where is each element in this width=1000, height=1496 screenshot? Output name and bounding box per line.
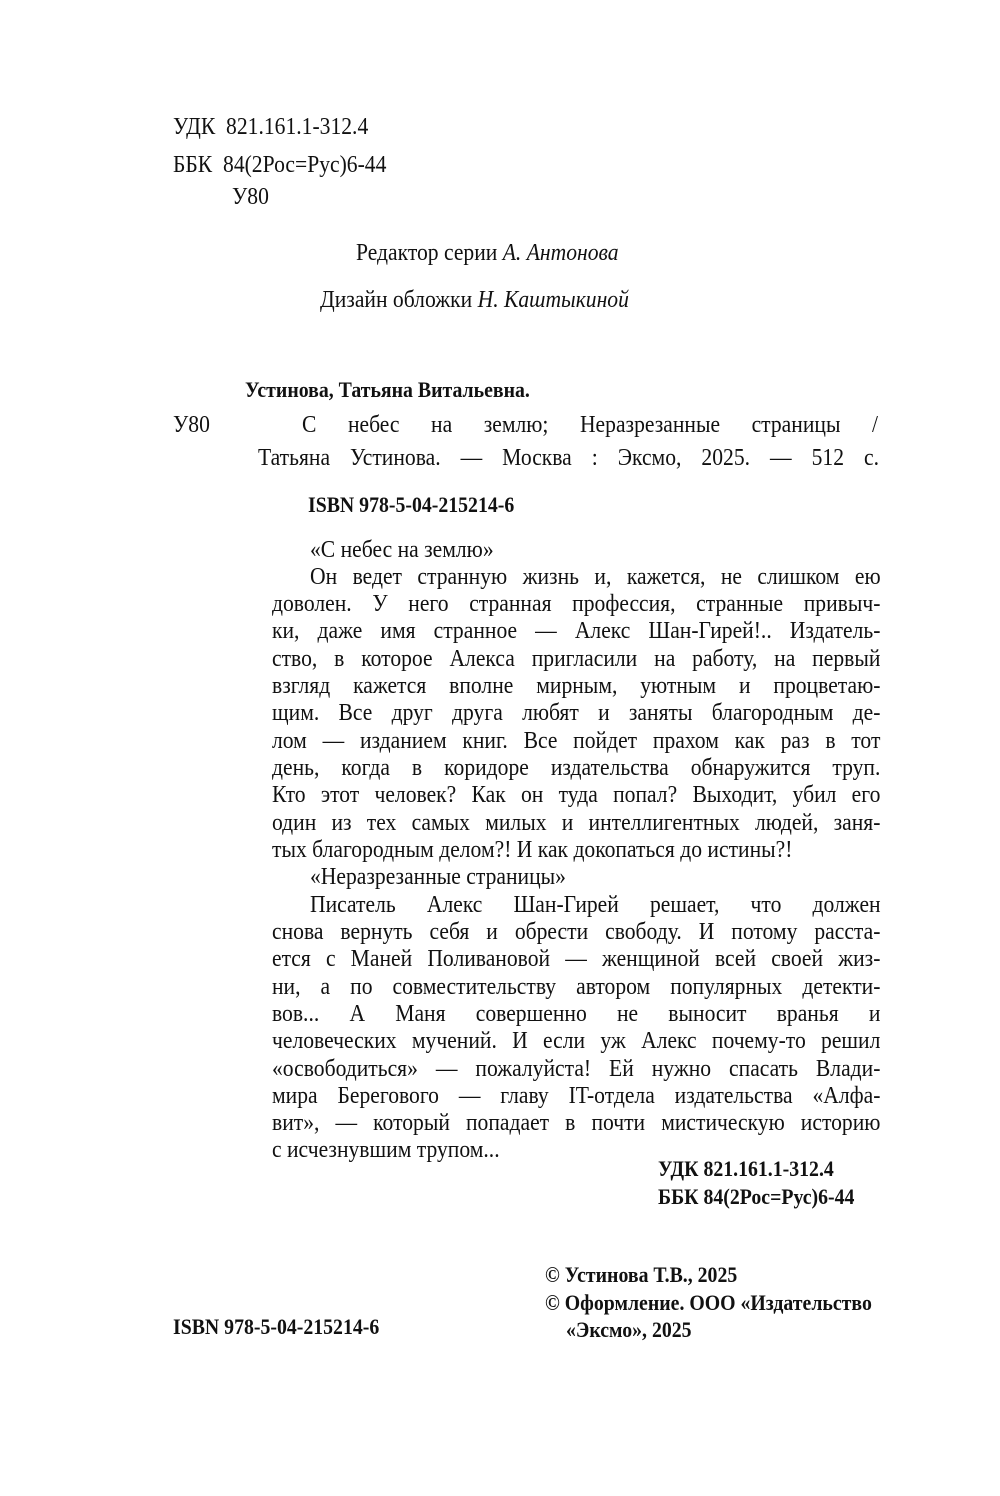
annotation-line: лом — изданием книг. Все пойдет прахом как раз в тот bbox=[272, 728, 881, 754]
copyright-design: © Оформление. ООО «Издательство bbox=[545, 1290, 872, 1315]
record-title-line-1: С небес на землю; Неразрезанные страницы / bbox=[302, 412, 878, 438]
annotation-line: с исчезнувшим трупом... bbox=[272, 1137, 500, 1163]
annotation-line: ни, а по совместительству автором популярных детекти- bbox=[272, 974, 881, 1000]
footer-isbn: ISBN 978-5-04-215214-6 bbox=[173, 1314, 380, 1339]
annotation-line: ется с Маней Поливановой — женщиной всей своей жиз- bbox=[272, 946, 881, 972]
annotation-line: «С небес на землю» bbox=[310, 537, 494, 563]
annotation-line: снова вернуть себя и обрести свободу. И потому расста- bbox=[272, 919, 881, 945]
annotation-line: ки, даже имя странное — Алекс Шан-Гирей!.. Издатель- bbox=[272, 618, 881, 644]
annotation-line: «освободиться» — пожалуйста! Ей нужно спасать Влади- bbox=[272, 1056, 881, 1082]
udk-code: УДК 821.161.1-312.4 bbox=[173, 114, 369, 140]
cover-designer bbox=[320, 288, 629, 312]
copyright-author: © Устинова Т.В., 2025 bbox=[545, 1262, 738, 1287]
annotation-line: Он ведет странную жизнь и, кажется, не слишком ею bbox=[310, 564, 881, 590]
record-isbn: ISBN 978-5-04-215214-6 bbox=[308, 492, 515, 517]
bbk-code: ББК 84(2Рос=Рус)6-44 bbox=[173, 152, 387, 178]
author-mark: У80 bbox=[232, 184, 269, 210]
annotation-line: Кто этот человек? Как он туда попал? Выходит, убил его bbox=[272, 782, 881, 808]
cover-designer-name: Н. Каштыкиной bbox=[477, 287, 629, 313]
cover-designer-label: Дизайн обложки bbox=[320, 287, 478, 313]
classification-udk: УДК 821.161.1-312.4 bbox=[658, 1156, 834, 1181]
annotation-line: «Неразрезанные страницы» bbox=[310, 864, 566, 890]
annotation-line: щим. Все друг друга любят и заняты благородным де- bbox=[272, 700, 881, 726]
annotation-line: вов... А Маня совершенно не выносит вранья и bbox=[272, 1001, 881, 1027]
annotation-line: доволен. У него странная профессия, странные привыч- bbox=[272, 591, 881, 617]
annotation-line: день, когда в коридоре издательства обнаружится труп. bbox=[272, 755, 881, 781]
annotation-line: мира Берегового — главу IT-отдела издательства «Алфа- bbox=[272, 1083, 881, 1109]
annotation-line: взгляд кажется вполне мирным, уютным и процветаю- bbox=[272, 673, 881, 699]
series-editor bbox=[356, 241, 619, 265]
annotation-line: тых благородным делом?! И как докопаться до истины?! bbox=[272, 837, 793, 863]
annotation-line: ство, в которое Алекса пригласили на работу, на первый bbox=[272, 646, 881, 672]
annotation-line: вит», — который попадает в почти мистическую историю bbox=[272, 1110, 881, 1136]
record-title-line-2: Татьяна Устинова. — Москва : Эксмо, 2025. — 512 с. bbox=[258, 445, 879, 471]
annotation-line: человеческих мучений. И если уж Алекс почему-то решил bbox=[272, 1028, 881, 1054]
annotation-line: один из тех самых милых и интеллигентных людей, заня- bbox=[272, 810, 881, 836]
record-author: Устинова, Татьяна Витальевна. bbox=[245, 377, 530, 402]
record-author-mark: У80 bbox=[173, 412, 210, 438]
copyright-publisher: «Эксмо», 2025 bbox=[566, 1317, 692, 1342]
series-editor-label: Редактор серии bbox=[356, 240, 503, 266]
series-editor-name: А. Антонова bbox=[502, 240, 619, 266]
annotation-line: Писатель Алекс Шан-Гирей решает, что должен bbox=[310, 892, 881, 918]
classification-bbk: ББК 84(2Рос=Рус)6-44 bbox=[658, 1184, 855, 1209]
